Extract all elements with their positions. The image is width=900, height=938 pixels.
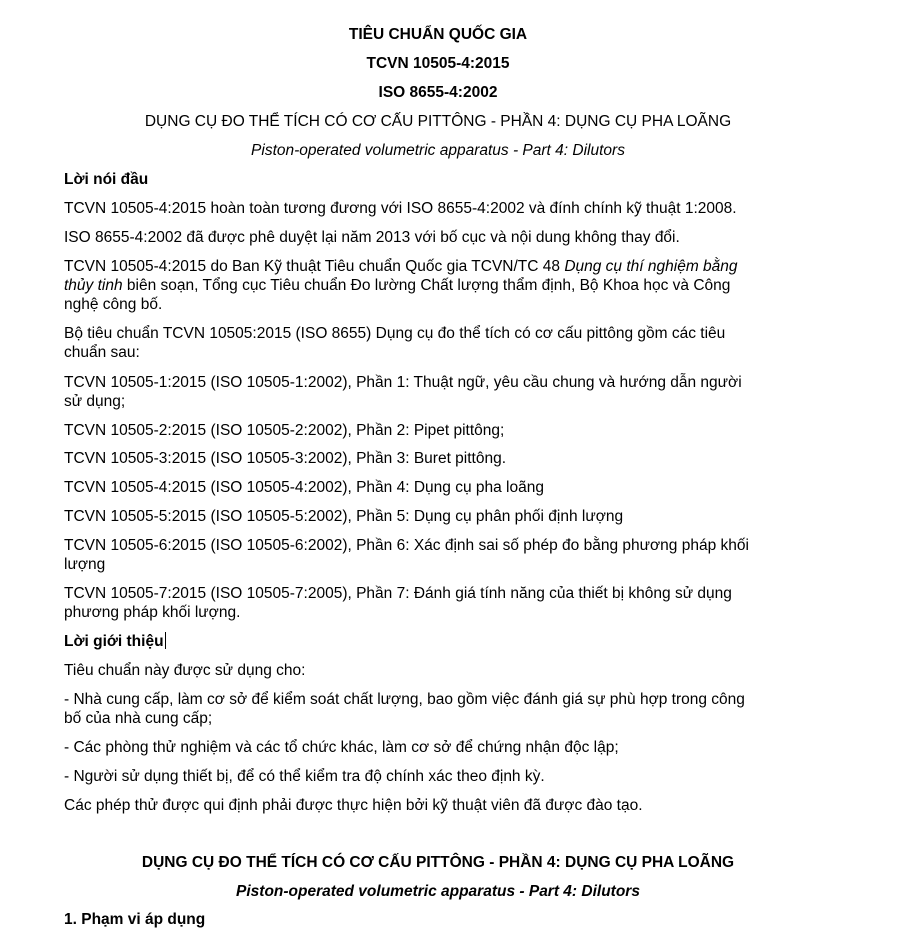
part-6-line-2: lượng	[64, 556, 106, 573]
section-english-title: Piston-operated volumetric apparatus - Part 4: Dilutors	[236, 883, 640, 900]
introduction-item-2: - Các phòng thử nghiệm và các tổ chức khác, làm cơ sở để chứng nhận độc lập;	[64, 739, 619, 756]
part-1-line-2: sử dụng;	[64, 393, 126, 410]
tcvn-code: TCVN 10505-4:2015	[366, 55, 510, 72]
foreword-heading: Lời nói đầu	[64, 171, 149, 188]
foreword-para-2: ISO 8655-4:2002 đã được phê duyệt lại năm 2013 với bố cục và nội dung không thay đổi.	[64, 229, 680, 246]
para-3-text-cont: biên soạn, Tổng cục Tiêu chuẩn Đo lường Chất lượng thẩm định, Bộ Khoa học và Công	[122, 277, 731, 294]
para-3-committee-name-cont: thủy tinh	[64, 277, 123, 294]
foreword-para-4-line-1: Bộ tiêu chuẩn TCVN 10505:2015 (ISO 8655) Dụng cụ đo thể tích có cơ cấu pittông gồm các tiêu	[64, 325, 726, 342]
foreword-para-1: TCVN 10505-4:2015 hoàn toàn tương đương với ISO 8655-4:2002 và đính chính kỹ thuật 1:2008.	[64, 200, 737, 217]
introduction-para-1: Tiêu chuẩn này được sử dụng cho:	[64, 662, 306, 679]
foreword-para-3-line-3: nghệ công bố.	[64, 296, 163, 313]
introduction-item-1-line-1: - Nhà cung cấp, làm cơ sở để kiểm soát chất lượng, bao gồm việc đánh giá sự phù hợp trong công	[64, 691, 745, 708]
part-4: TCVN 10505-4:2015 (ISO 10505-4:2002), Phần 4: Dụng cụ pha loãng	[64, 479, 544, 496]
introduction-para-2: Các phép thử được qui định phải được thực hiện bởi kỹ thuật viên đã được đào tạo.	[64, 797, 643, 814]
introduction-item-1-line-2: bố của nhà cung cấp;	[64, 710, 213, 727]
text-cursor	[165, 632, 166, 649]
foreword-para-4-line-2: chuẩn sau:	[64, 344, 140, 361]
foreword-para-3-line-1	[64, 257, 738, 276]
para-3-committee-name: Dụng cụ thí nghiệm bằng	[564, 258, 738, 275]
main-title: DỤNG CỤ ĐO THỂ TÍCH CÓ CƠ CẤU PITTÔNG - PHẦN 4: DỤNG CỤ PHA LOÃNG	[144, 113, 732, 130]
part-1-line-1: TCVN 10505-1:2015 (ISO 10505-1:2002), Phần 1: Thuật ngữ, yêu cầu chung và hướng dẫn người	[64, 374, 742, 391]
introduction-heading: Lời giới thiệu	[64, 633, 164, 650]
introduction-item-3: - Người sử dụng thiết bị, để có thể kiểm tra độ chính xác theo định kỳ.	[64, 768, 545, 785]
part-7-line-2: phương pháp khối lượng.	[64, 604, 241, 621]
part-3: TCVN 10505-3:2015 (ISO 10505-3:2002), Phần 3: Buret pittông.	[64, 450, 507, 467]
english-title: Piston-operated volumetric apparatus - Part 4: Dilutors	[251, 142, 625, 159]
standard-title: TIÊU CHUẨN QUỐC GIA	[348, 26, 528, 43]
foreword-para-3-line-2	[64, 276, 730, 295]
scope-heading: 1. Phạm vi áp dụng	[64, 911, 206, 928]
section-title: DỤNG CỤ ĐO THỂ TÍCH CÓ CƠ CẤU PITTÔNG - PHẦN 4: DỤNG CỤ PHA LOÃNG	[141, 854, 735, 871]
part-5: TCVN 10505-5:2015 (ISO 10505-5:2002), Phần 5: Dụng cụ phân phối định lượng	[64, 508, 624, 525]
introduction-heading-line[interactable]	[64, 632, 166, 651]
part-6-line-1: TCVN 10505-6:2015 (ISO 10505-6:2002), Phần 6: Xác định sai số phép đo bằng phương pháp khối	[64, 537, 749, 554]
part-2: TCVN 10505-2:2015 (ISO 10505-2:2002), Phần 2: Pipet pittông;	[64, 422, 505, 439]
para-3-text: TCVN 10505-4:2015 do Ban Kỹ thuật Tiêu chuẩn Quốc gia TCVN/TC 48	[64, 258, 565, 275]
part-7-line-1: TCVN 10505-7:2015 (ISO 10505-7:2005), Phần 7: Đánh giá tính năng của thiết bị không sử dụng	[64, 585, 732, 602]
iso-code: ISO 8655-4:2002	[378, 84, 498, 101]
